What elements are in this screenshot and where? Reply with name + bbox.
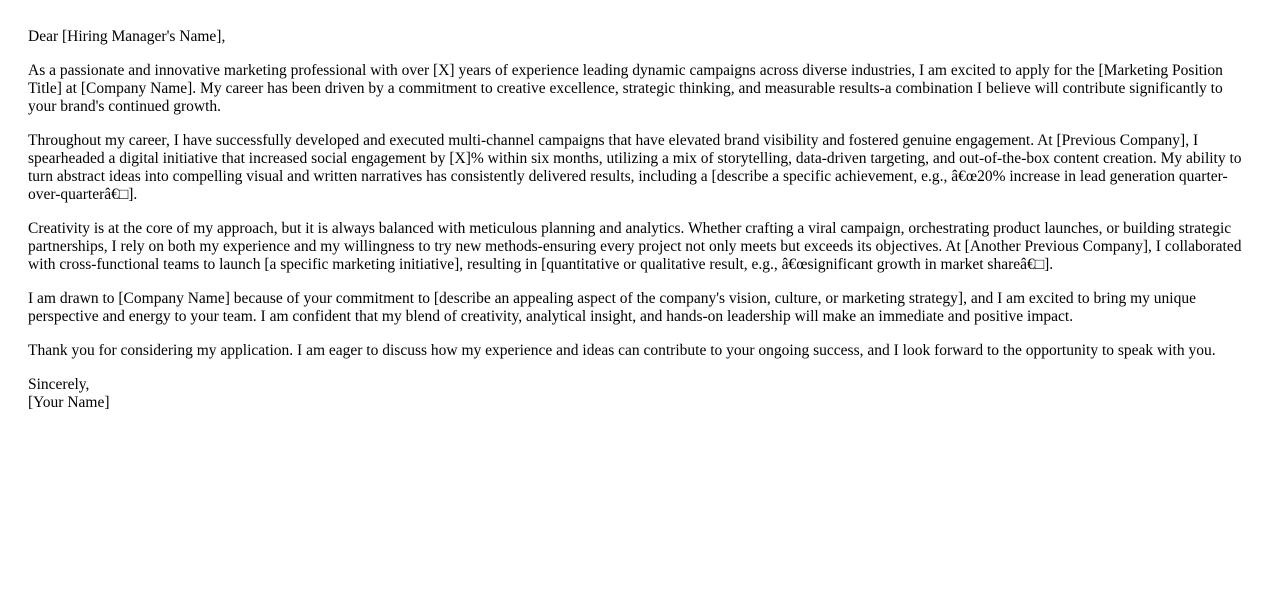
signature: [Your Name] <box>28 394 110 411</box>
paragraph-thanks: Thank you for considering my application. I am eager to discuss how my experience and ideas can contribute to your ongoing success, and I look forward to the opportunity to speak with you. <box>28 342 1216 359</box>
closing-block <box>28 376 1250 412</box>
paragraph-creativity: Creativity is at the core of my approach, but it is always balanced with meticulous planning and analytics. Whether crafting a viral campaign, orchestrating product launches, or building strategic partnerships, I rely on both my experience and my willingness to try new methods-ensuring every project not only meets but exceeds its objectives. At [Another Previous Company], I collaborated with cross-functional teams to launch [a specific marketing initiative], resulting in [quantitative or qualitative result, e.g., â€œsignificant growth in market shareâ€□]. <box>28 220 1242 273</box>
paragraph-motivation: I am drawn to [Company Name] because of your commitment to [describe an appealing aspect of the company's vision, culture, or marketing strategy], and I am excited to bring my unique perspective and energy to your team. I am confident that my blend of creativity, analytical insight, and hands-on leadership will make an immediate and positive impact. <box>28 290 1196 325</box>
closing-phrase: Sincerely, <box>28 376 90 393</box>
paragraph-experience: Throughout my career, I have successfully developed and executed multi-channel campaigns that have elevated brand visibility and fostered genuine engagement. At [Previous Company], I spearheaded a digital initiative that increased social engagement by [X]% within six months, utilizing a mix of storytelling, data-driven targeting, and out-of-the-box content creation. My ability to turn abstract ideas into compelling visual and written narratives has consistently delivered results, including a [describe a specific achievement, e.g., â€œ20% increase in lead generation quarter-over-quarterâ€□]. <box>28 132 1242 203</box>
salutation: Dear [Hiring Manager's Name], <box>28 28 226 45</box>
paragraph-introduction: As a passionate and innovative marketing professional with over [X] years of experience leading dynamic campaigns across diverse industries, I am excited to apply for the [Marketing Position Title] at [Company Name]. My career has been driven by a commitment to creative excellence, strategic thinking, and measurable results-a combination I believe will contribute significantly to your brand's continued growth. <box>28 62 1223 115</box>
cover-letter <box>28 0 1250 428</box>
